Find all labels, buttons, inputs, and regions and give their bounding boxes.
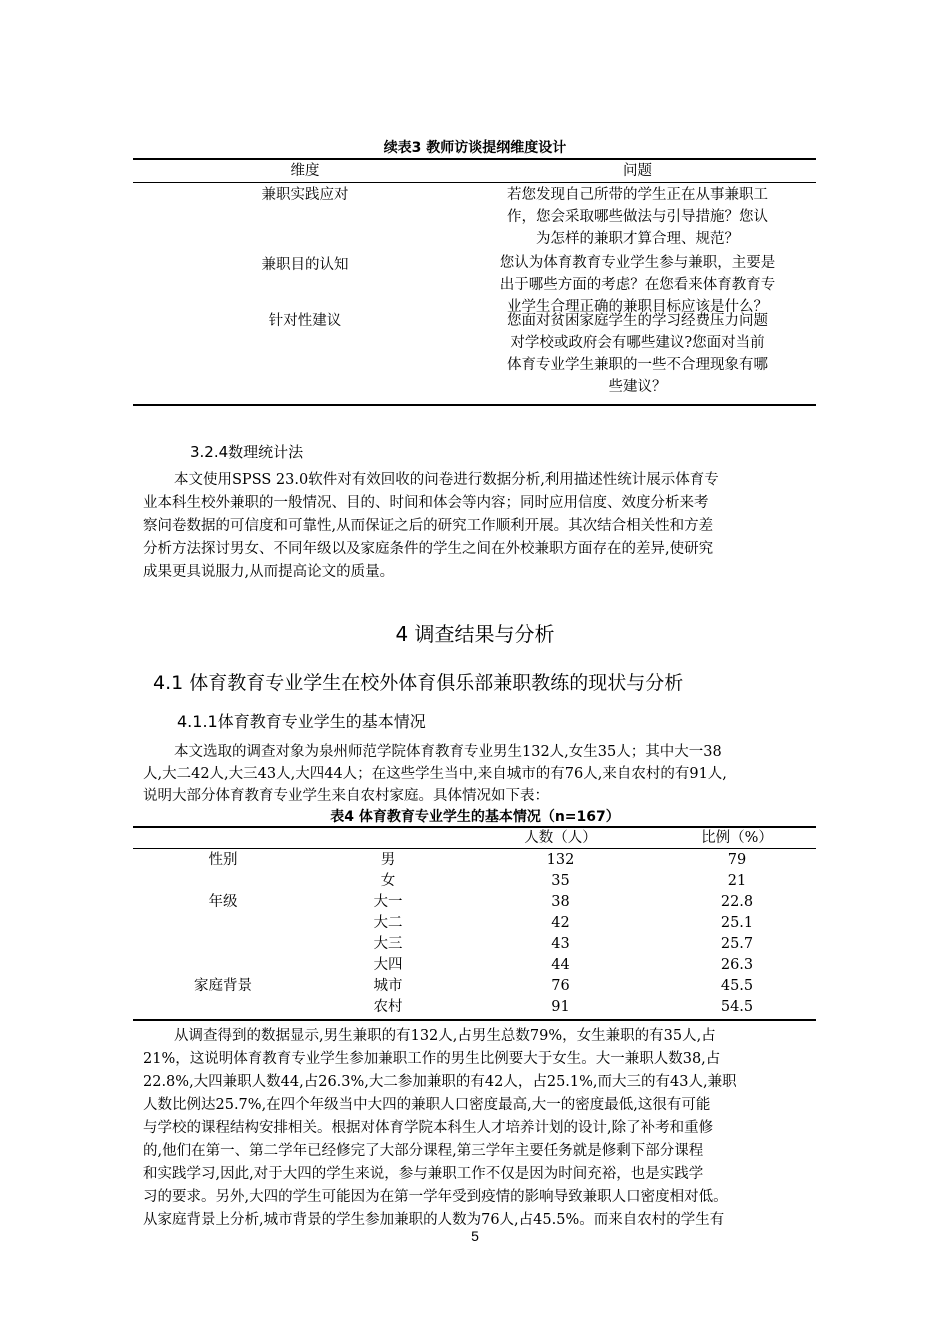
row-ratio: 25.7 [720,936,754,952]
row-count: 44 [551,957,570,973]
paragraph-line: 成果更具说服力,从而提高论文的质量。 [143,564,395,580]
question-line: 体育专业学生兼职的一些不合理现象有哪 [507,357,768,373]
row-ratio: 25.1 [720,915,754,931]
paragraph-line: 习的要求。另外,大四的学生可能因为在第一学年受到疫情的影响导致兼职人口密度相对低。 [143,1189,728,1205]
paragraph-line: 分析方法探讨男女、不同年级以及家庭条件的学生之间在外校兼职方面存在的差异,使研究 [143,541,714,557]
row-item: 农村 [373,999,403,1015]
row-ratio: 79 [727,852,747,868]
row-count: 132 [546,852,575,868]
row-group: 年级 [208,894,238,910]
table4-header-count: 人数（人） [524,830,597,846]
table3-caption: 续表3 教师访谈提纲维度设计 [383,140,567,156]
table3-row-question [470,252,805,318]
table-row [0,997,950,1018]
question-line: 作，您会采取哪些做法与引导措施？您认 [507,209,768,225]
row-count: 91 [551,999,570,1015]
table3-header-dimension: 维度 [290,163,320,179]
paragraph-line: 21%，这说明体育教育专业学生参加兼职工作的男生比例要大于女生。大一兼职人数38,占 [143,1051,721,1067]
table3-row-dimension: 兼职目的认知 [261,257,349,273]
table-row [0,934,950,955]
row-ratio: 22.8 [720,894,754,910]
table3-header-question: 问题 [623,163,652,179]
table4-bottom-rule [133,1019,816,1021]
paragraph-line: 从家庭背景上分析,城市背景的学生参加兼职的人数为76人,占45.5%。而来自农村的学生有 [143,1212,725,1228]
page-number: 5 [471,1228,479,1244]
table-row [0,850,950,871]
table-row [0,955,950,976]
row-count: 76 [551,978,570,994]
row-group: 性别 [208,852,238,868]
paragraph-line: 22.8%,大四兼职人数44,占26.3%,大二参加兼职的有42人，占25.1%,而大三的有43人,兼职 [143,1074,737,1090]
question-line: 业学生合理正确的兼职目标应该是什么？ [507,299,768,315]
paragraph-line: 本文选取的调查对象为泉州师范学院体育教育专业男生132人,女生35人；其中大一38 [174,744,722,760]
table4-caption: 表4 体育教育专业学生的基本情况（n=167） [330,809,620,825]
row-count: 35 [551,873,570,889]
paragraph-subjects [143,741,815,807]
paragraph-line: 说明大部分体育教育专业学生来自农村家庭。具体情况如下表： [143,788,549,804]
table-row [0,913,950,934]
table3-row-question [470,184,805,250]
section-heading: 3.2.4数理统计法 [190,443,304,461]
row-item: 大二 [373,915,403,931]
question-line: 您面对贫困家庭学生的学习经费压力问题 [507,313,768,329]
table4-header-ratio: 比例（%） [701,830,773,846]
paragraph-line: 业本科生校外兼职的一般情况、目的、时间和体会等内容；同时应用信度、效度分析来考 [143,495,709,511]
row-ratio: 45.5 [720,978,754,994]
row-group: 家庭背景 [194,978,252,994]
row-count: 38 [551,894,570,910]
table-row [0,871,950,892]
table-row [0,892,950,913]
table3-bottom-rule [133,404,816,406]
row-item: 城市 [373,978,403,994]
chapter-heading: 4 调查结果与分析 [395,622,555,646]
paragraph-line: 本文使用SPSS 23.0软件对有效回收的问卷进行数据分析,利用描述性统计展示体育专 [174,472,719,488]
paragraph-line: 人,大二42人,大三43人,大四44人；在这些学生当中,来自城市的有76人,来自农村的有91人, [143,766,727,782]
paragraph-line: 的,他们在第一、第二学年已经修完了大部分课程,第三学年主要任务就是修剩下部分课程 [143,1143,704,1159]
table3-row-question [470,310,805,398]
table-row [0,976,950,997]
row-ratio: 26.3 [720,957,754,973]
row-count: 42 [551,915,570,931]
question-line: 若您发现自己所带的学生正在从事兼职工 [507,187,768,203]
question-line: 些建议？ [608,379,667,395]
subsection-heading: 4.1.1体育教育专业学生的基本情况 [177,712,426,731]
question-line: 对学校或政府会有哪些建议?您面对当前 [510,335,765,351]
row-item: 男 [380,852,396,868]
paragraph-line: 人数比例达25.7%,在四个年级当中大四的兼职人口密度最高,大一的密度最低,这很有可能 [143,1097,711,1113]
paragraph-statistics [143,469,815,584]
question-line: 出于哪些方面的考虑？在您看来体育教育专 [499,277,776,293]
row-item: 大四 [373,957,403,973]
row-ratio: 21 [727,873,747,889]
row-count: 43 [551,936,570,952]
row-item: 大一 [373,894,403,910]
paragraph-analysis [143,1025,815,1232]
paragraph-line: 从调查得到的数据显示,男生兼职的有132人,占男生总数79%，女生兼职的有35人,占 [174,1028,716,1044]
row-item: 大三 [373,936,403,952]
question-line: 您认为体育教育专业学生参与兼职，主要是 [499,255,776,271]
table4-header-rule [133,848,816,849]
row-item: 女 [380,873,396,889]
table3-header-rule [133,182,816,183]
question-line: 为怎样的兼职才算合理、规范？ [536,231,739,247]
table3-row-dimension: 针对性建议 [268,313,342,329]
row-ratio: 54.5 [720,999,754,1015]
paragraph-line: 察问卷数据的可信度和可靠性,从而保证之后的研究工作顺利开展。其次结合相关性和方差 [143,518,714,534]
section-heading: 4.1 体育教育专业学生在校外体育俱乐部兼职教练的现状与分析 [153,672,684,694]
paragraph-line: 和实践学习,因此,对于大四的学生来说，参与兼职工作不仅是因为时间充裕，也是实践学 [143,1166,704,1182]
paragraph-line: 与学校的课程结构安排相关。根据对体育学院本科生人才培养计划的设计,除了补考和重修 [143,1120,714,1136]
table3-row-dimension: 兼职实践应对 [261,187,349,203]
